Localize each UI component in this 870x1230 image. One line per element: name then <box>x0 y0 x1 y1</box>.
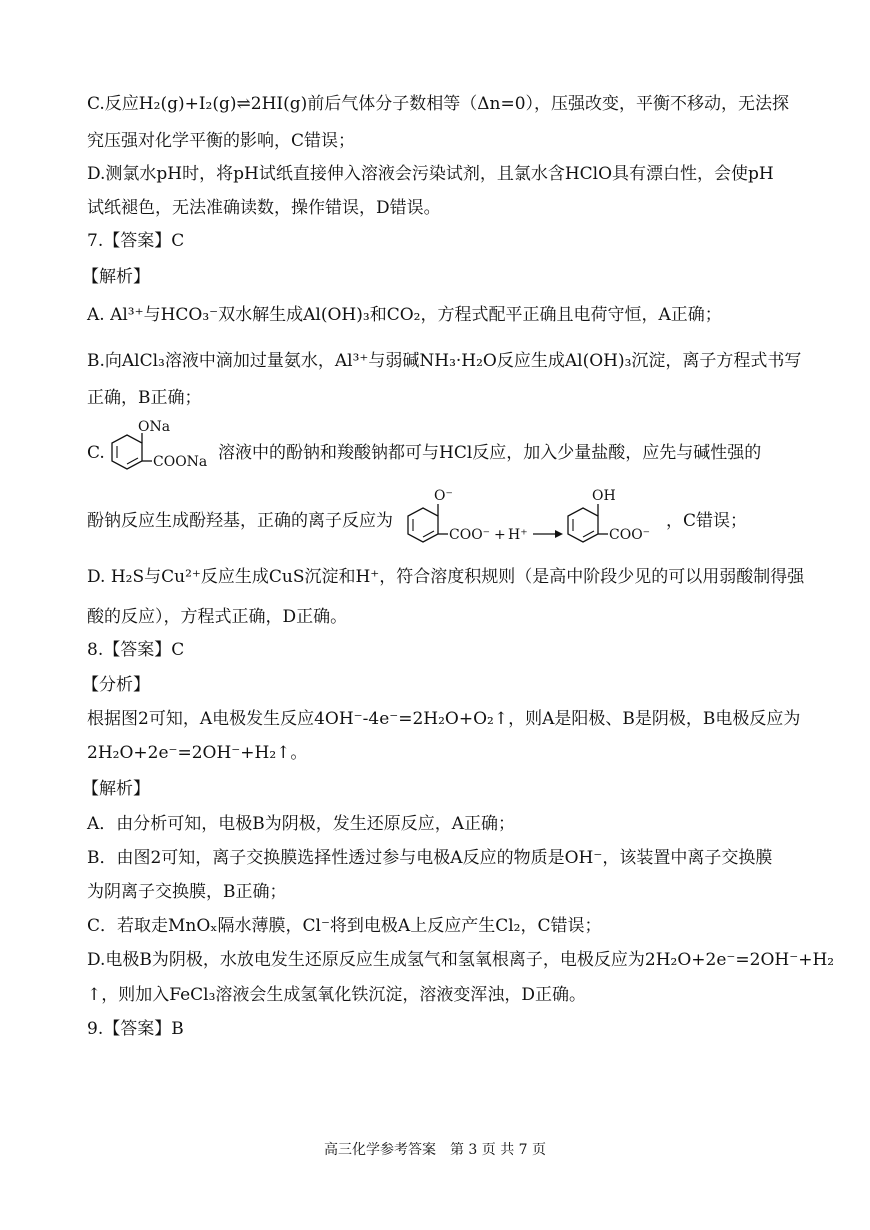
answer-heading: 9.【答案】B <box>87 1019 184 1039</box>
text-line: 正确，B正确； <box>87 388 202 408</box>
struct-label-right: COO⁻ <box>609 527 651 543</box>
text-line: C. <box>87 443 105 463</box>
answer-heading: 8.【答案】C <box>87 640 185 660</box>
hydrogen-ion: H⁺ <box>508 527 528 543</box>
section-heading: 【解析】 <box>82 779 150 799</box>
text-line: B.向AlCl₃溶液中滴加过量氨水，Al³⁺与弱碱NH₃·H₂O反应生成Al(OH)₃沉淀，离子方程式书写 <box>87 351 802 371</box>
text-line: A．由分析可知，电极B为阴极，发生还原反应，A正确； <box>87 814 516 834</box>
text-line: ，C错误； <box>666 511 748 531</box>
struct-label-top: ONa <box>138 419 171 435</box>
text-line: 酚钠反应生成酚羟基，正确的离子反应为 <box>87 511 393 531</box>
text-line: 2H₂O+2e⁻=2OH⁻+H₂↑。 <box>87 743 308 763</box>
struct-label-right: COONa <box>153 454 208 470</box>
text-line: 溶液中的酚钠和羧酸钠都可与HCl反应，加入少量盐酸，应先与碱性强的 <box>218 443 762 463</box>
struct-label-top: OH <box>592 488 616 504</box>
text-line: D.测氯水pH时，将pH试纸直接伸入溶液会污染试剂，且氯水含HClO具有漂白性，会使pH <box>87 164 774 184</box>
page-footer: 高三化学参考答案 第 3 页 共 7 页 <box>323 1142 547 1158</box>
section-heading: 【解析】 <box>82 267 150 287</box>
text-line: 为阴离子交换膜，B正确； <box>87 882 287 902</box>
answer-heading: 7.【答案】C <box>87 231 185 251</box>
ionic-equation-structure <box>398 480 668 552</box>
struct-label-top: O⁻ <box>434 488 453 504</box>
section-heading: 【分析】 <box>82 675 150 695</box>
text-line: C．若取走MnOₓ隔水薄膜，Cl⁻将到电极A上反应产生Cl₂，C错误； <box>87 916 602 936</box>
text-line: 酸的反应），方程式正确，D正确。 <box>87 607 348 627</box>
struct-label-right: COO⁻ <box>449 527 491 543</box>
text-line: D.电极B为阴极，水放电发生还原反应生成氢气和氢氧根离子，电极反应为2H₂O+2e⁻=2OH⁻+H₂ <box>87 950 835 970</box>
text-line: A. Al³⁺与HCO₃⁻双水解生成Al(OH)₃和CO₂，方程式配平正确且电荷守恒，A正确； <box>87 305 722 325</box>
text-line: 试纸褪色，无法准确读数，操作错误，D错误。 <box>87 198 441 218</box>
reaction-arrowhead <box>555 530 563 538</box>
text-line: 究压强对化学平衡的影响，C错误； <box>87 131 356 151</box>
text-line: 根据图2可知，A电极发生反应4OH⁻-4e⁻=2H₂O+O₂↑，则A是阳极、B是阴极，B电极反应为 <box>87 709 801 729</box>
text-line: B．由图2可知，离子交换膜选择性透过参与电极A反应的物质是OH⁻，该装置中离子交换膜 <box>87 848 773 868</box>
text-line: C.反应H₂(g)+I₂(g)⇌2HI(g)前后气体分子数相等（Δn=0），压强改变，平衡不移动，无法探 <box>87 94 790 114</box>
text-line: D. H₂S与Cu²⁺反应生成CuS沉淀和H⁺，符合溶度积规则（是高中阶段少见的可以用弱酸制得强 <box>87 567 805 587</box>
sodium-salicylate-structure <box>100 413 218 477</box>
text-line: ↑，则加入FeCl₃溶液会生成氢氧化铁沉淀，溶液变浑浊，D正确。 <box>87 985 587 1005</box>
plus-sign: + <box>494 527 506 543</box>
